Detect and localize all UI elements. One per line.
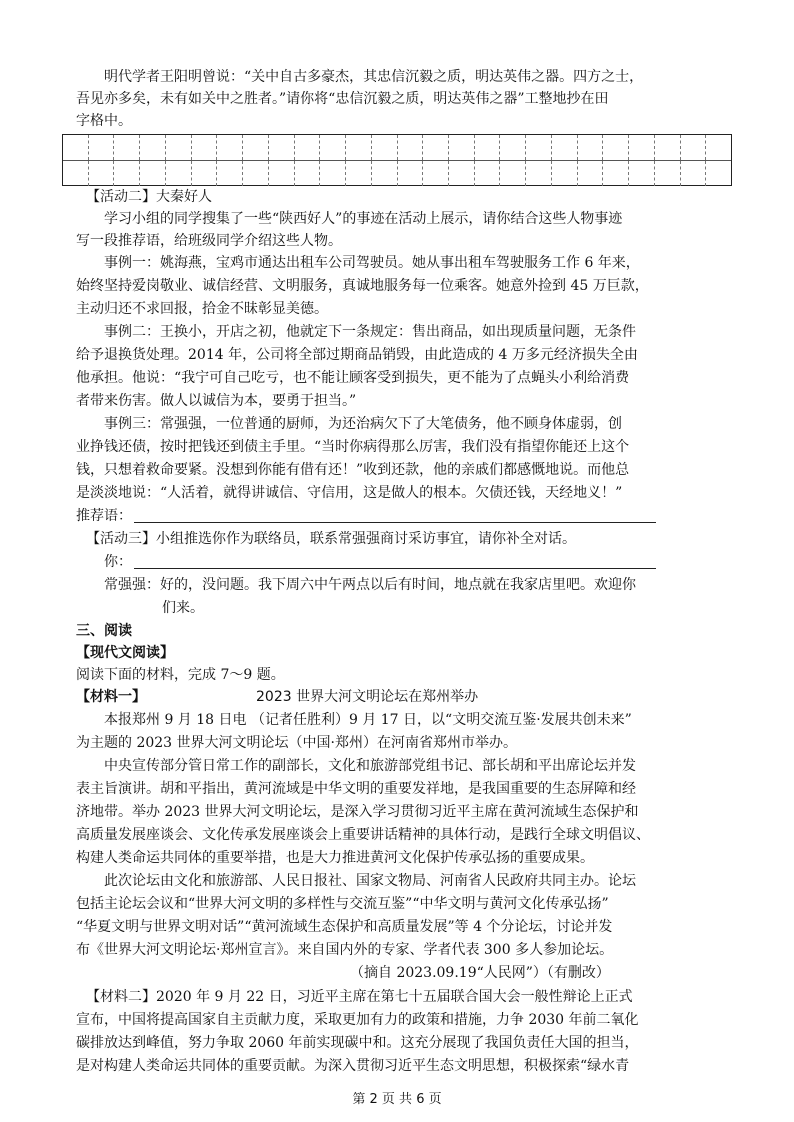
m1-line-2: 为主题的 2023 世界大河文明论坛（中国·郑州）在河南省郑州市举办。 bbox=[76, 735, 517, 751]
grid-cell[interactable] bbox=[423, 161, 449, 186]
m1-line-8: 此次论坛由文化和旅游部、人民日报社、国家文物局、河南省人民政府共同主办。论坛 bbox=[104, 873, 636, 889]
grid-cell[interactable] bbox=[140, 161, 166, 186]
grid-cell[interactable] bbox=[552, 161, 578, 186]
case1-line-3: 主动归还不求回报，拾金不昧彰显美德。 bbox=[76, 301, 328, 317]
grid-cell[interactable] bbox=[295, 135, 321, 160]
grid-cell[interactable] bbox=[63, 161, 89, 186]
m1-line-10: “华夏文明与世界文明对话”“黄河流域生态保护和高质量发展”等 4 个分论坛，讨论并发 bbox=[76, 919, 613, 935]
case1-line-2: 始终坚持爱岗敬业、诚信经营、文明服务，真诚地服务每一位乘客。她意外捡到 45 万巨款， bbox=[76, 278, 649, 294]
grid-cell[interactable] bbox=[578, 135, 604, 160]
m1-line-9: 包括主论坛会议和“世界大河文明的多样性与交流互鉴”“中华文明与黄河文化传承弘扬” bbox=[76, 896, 609, 912]
grid-cell[interactable] bbox=[269, 161, 295, 186]
recommendation-answer-line[interactable] bbox=[134, 522, 656, 523]
grid-cell[interactable] bbox=[526, 161, 552, 186]
grid-cell[interactable] bbox=[269, 135, 295, 160]
m1-line-3: 中央宣传部分管日常工作的副部长，文化和旅游部党组书记、部长胡和平出席论坛并发 bbox=[104, 758, 636, 774]
activity2-title: 【活动二】大秦好人 bbox=[86, 189, 212, 205]
grid-cell[interactable] bbox=[372, 135, 398, 160]
quote-line-3: 字格中。 bbox=[76, 113, 132, 129]
material1-label: 【材料一】 bbox=[76, 689, 146, 705]
case3-line-4: 是淡淡地说：“人活着，就得讲诚信、守信用，这是做人的根本。欠债还钱，天经地义！” bbox=[76, 485, 623, 501]
grid-cell[interactable] bbox=[706, 161, 731, 186]
grid-row-top bbox=[63, 135, 731, 161]
grid-cell[interactable] bbox=[603, 135, 629, 160]
grid-cell[interactable] bbox=[398, 135, 424, 160]
grid-cell[interactable] bbox=[500, 135, 526, 160]
grid-cell[interactable] bbox=[243, 161, 269, 186]
section-subheading: 【现代文阅读】 bbox=[76, 645, 174, 661]
grid-cell[interactable] bbox=[192, 161, 218, 186]
m1-line-1: 本报郑州 9 月 18 日电 （记者任胜利）9 月 17 日，以“文明交流互鉴·发展共创未来” bbox=[104, 712, 632, 728]
grid-cell[interactable] bbox=[346, 135, 372, 160]
activity2-intro-2: 写一段推荐语，给班级同学介绍这些人物。 bbox=[76, 233, 342, 249]
dialogue-answer-line[interactable] bbox=[134, 568, 656, 569]
page-footer: 第 2 页 共 6 页 bbox=[352, 1092, 442, 1107]
grid-cell[interactable] bbox=[114, 135, 140, 160]
case3-line-3: 钱，只想着救命要紧。没想到你能有借有还！”收到还款，他的亲戚们都感慨地说。而他总 bbox=[76, 462, 630, 478]
grid-cell[interactable] bbox=[217, 161, 243, 186]
m2-line-1: 【材料二】2020 年 9 月 22 日，习近平主席在第七十五届联合国大会一般性辩论上正式 bbox=[86, 989, 633, 1005]
reply-line-1: 常强强：好的，没问题。我下周六中午两点以后有时间，地点就在我家店里吧。欢迎你 bbox=[104, 577, 636, 593]
material1-title: 2023 世界大河文明论坛在郑州举办 bbox=[256, 689, 479, 705]
grid-cell[interactable] bbox=[449, 135, 475, 160]
case2-line-3: 他承担。他说：“我宁可自己吃亏，也不能让顾客受到损失，更不能为了点蝇头小利给消费 bbox=[76, 370, 630, 386]
grid-cell[interactable] bbox=[655, 135, 681, 160]
grid-cell[interactable] bbox=[114, 161, 140, 186]
case2-line-1: 事例二：王换小，开店之初，他就定下一条规定：售出商品，如出现质量问题，无条件 bbox=[104, 324, 636, 340]
grid-row-bottom bbox=[63, 161, 731, 186]
m2-line-2: 宣布，中国将提高国家自主贡献力度，采取更加有力的政策和措施，力争 2030 年前二氧化 bbox=[76, 1012, 639, 1028]
m1-line-5: 济地带。举办 2023 世界大河文明论坛，是深入学习贯彻习近平主席在黄河流域生态保护和 bbox=[76, 804, 639, 820]
grid-cell[interactable] bbox=[449, 161, 475, 186]
grid-cell[interactable] bbox=[706, 135, 731, 160]
grid-cell[interactable] bbox=[526, 135, 552, 160]
grid-cell[interactable] bbox=[423, 135, 449, 160]
grid-cell[interactable] bbox=[63, 135, 89, 160]
m1-line-11: 布《世界大河文明论坛·郑州宣言》。来自国内外的专家、学者代表 300 多人参加论坛。 bbox=[76, 942, 614, 958]
grid-cell[interactable] bbox=[140, 135, 166, 160]
section-heading: 三、阅读 bbox=[76, 623, 132, 639]
case3-line-1: 事例三：常强强，一位普通的厨师，为还治病欠下了大笔债务，他不顾身体虚弱，创 bbox=[104, 416, 622, 432]
tianzige-grid[interactable] bbox=[62, 134, 732, 186]
you-label: 你： bbox=[104, 554, 132, 570]
grid-cell[interactable] bbox=[243, 135, 269, 160]
grid-cell[interactable] bbox=[475, 161, 501, 186]
grid-cell[interactable] bbox=[89, 161, 115, 186]
grid-cell[interactable] bbox=[655, 161, 681, 186]
grid-cell[interactable] bbox=[475, 135, 501, 160]
case2-line-4: 者带来伤害。做人以诚信为本，要勇于担当。” bbox=[76, 393, 357, 409]
grid-cell[interactable] bbox=[681, 161, 707, 186]
grid-cell[interactable] bbox=[295, 161, 321, 186]
activity2-intro-1: 学习小组的同学搜集了一些“陕西好人”的事迹在活动上展示，请你结合这些人物事迹 bbox=[104, 211, 623, 227]
m2-line-4: 是对构建人类命运共同体的重要贡献。为深入贯彻习近平生态文明思想，积极探索“绿水青 bbox=[76, 1058, 630, 1074]
reply-line-2: 们来。 bbox=[162, 600, 204, 616]
m1-line-6: 高质量发展座谈会、文化传承发展座谈会上重要讲话精神的具体行动，是践行全球文明倡议、 bbox=[76, 827, 650, 843]
case1-line-1: 事例一：姚海燕，宝鸡市通达出租车公司驾驶员。她从事出租车驾驶服务工作 6 年来， bbox=[104, 255, 640, 271]
grid-cell[interactable] bbox=[629, 135, 655, 160]
grid-cell[interactable] bbox=[398, 161, 424, 186]
grid-cell[interactable] bbox=[346, 161, 372, 186]
grid-cell[interactable] bbox=[320, 135, 346, 160]
m1-source: （摘自 2023.09.19“人民网”）（有删改） bbox=[350, 965, 610, 981]
activity3-title: 【活动三】小组推选你作为联络员，联系常强强商讨采访事宜，请你补全对话。 bbox=[86, 531, 576, 547]
grid-cell[interactable] bbox=[681, 135, 707, 160]
recommendation-label: 推荐语： bbox=[76, 508, 132, 524]
quote-line-1: 明代学者王阳明曾说：“关中自古多豪杰，其忠信沉毅之质，明达英伟之器。四方之士， bbox=[104, 69, 644, 85]
case3-line-2: 业挣钱还债，按时把钱还到债主手里。“当时你病得那么厉害，我们没有指望你能还上这个 bbox=[76, 439, 630, 455]
grid-cell[interactable] bbox=[217, 135, 243, 160]
grid-cell[interactable] bbox=[89, 135, 115, 160]
grid-cell[interactable] bbox=[372, 161, 398, 186]
grid-cell[interactable] bbox=[192, 135, 218, 160]
grid-cell[interactable] bbox=[166, 161, 192, 186]
instruction: 阅读下面的材料，完成 7～9 题。 bbox=[76, 667, 285, 683]
case2-line-2: 给予退换货处理。2014 年，公司将全部过期商品销毁，由此造成的 4 万多元经济损失全由 bbox=[76, 347, 638, 363]
m1-line-4: 表主旨演讲。胡和平指出，黄河流域是中华文明的重要发祥地，是我国重要的生态屏障和经 bbox=[76, 781, 636, 797]
m1-line-7: 构建人类命运共同体的重要举措，也是大力推进黄河文化保护传承弘扬的重要成果。 bbox=[76, 850, 594, 866]
m2-line-3: 碳排放达到峰值，努力争取 2060 年前实现碳中和。这充分展现了我国负责任大国的担当， bbox=[76, 1035, 639, 1051]
grid-cell[interactable] bbox=[320, 161, 346, 186]
grid-cell[interactable] bbox=[552, 135, 578, 160]
grid-cell[interactable] bbox=[629, 161, 655, 186]
grid-cell[interactable] bbox=[500, 161, 526, 186]
grid-cell[interactable] bbox=[578, 161, 604, 186]
quote-line-2: 吾见亦多矣，未有如关中之胜者。”请你将“忠信沉毅之质，明达英伟之器”工整地抄在田 bbox=[76, 91, 609, 107]
grid-cell[interactable] bbox=[603, 161, 629, 186]
grid-cell[interactable] bbox=[166, 135, 192, 160]
